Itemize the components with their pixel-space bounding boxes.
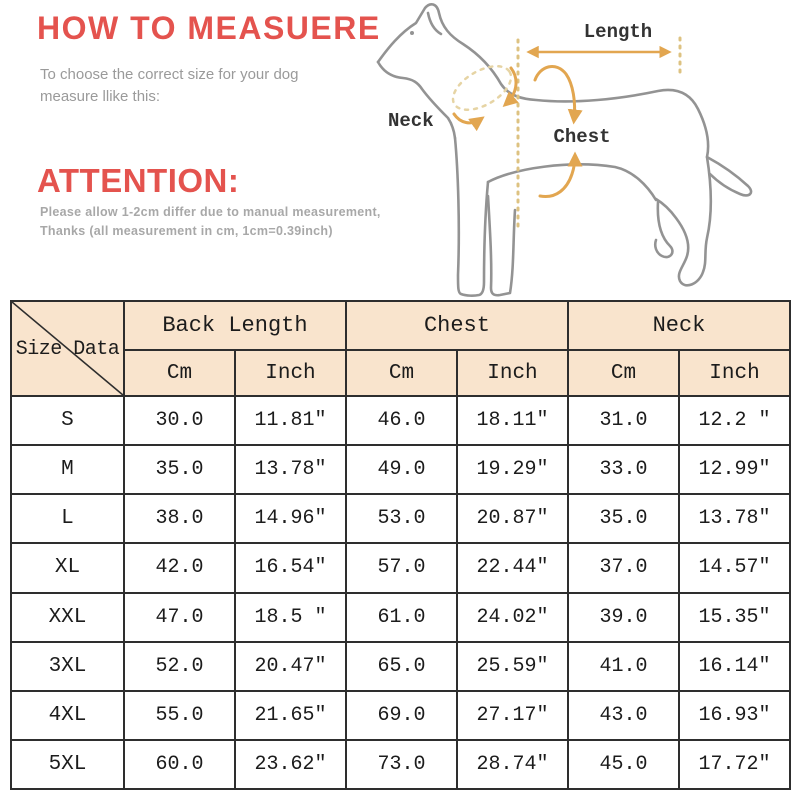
subheader-inch: Inch [235, 350, 346, 396]
value-cell: 57.0 [346, 543, 457, 592]
value-cell: 27.17″ [457, 691, 568, 740]
value-cell: 52.0 [124, 642, 235, 691]
value-cell: 55.0 [124, 691, 235, 740]
value-cell: 60.0 [124, 740, 235, 789]
dog-rear-leg-near [656, 157, 711, 285]
size-label: 5XL [11, 740, 124, 789]
size-label: L [11, 494, 124, 543]
size-label: M [11, 445, 124, 494]
chest-arrow-lower [540, 156, 575, 197]
value-cell: 69.0 [346, 691, 457, 740]
value-cell: 19.29″ [457, 445, 568, 494]
page-title: HOW TO MEASUERE [37, 10, 381, 46]
attention-line-1: Please allow 1-2cm differ due to manual measurement, [40, 205, 381, 219]
value-cell: 31.0 [568, 396, 679, 445]
intro-line-2: measure llike this: [40, 87, 161, 105]
chest-arrow-upper [535, 66, 575, 120]
value-cell: 16.93″ [679, 691, 790, 740]
value-cell: 25.59″ [457, 642, 568, 691]
attention-text [40, 203, 381, 242]
value-cell: 37.0 [568, 543, 679, 592]
value-cell: 35.0 [568, 494, 679, 543]
table-row-xxl [11, 593, 790, 642]
table-row-4xl [11, 691, 790, 740]
dog-head-back-tail [378, 4, 751, 195]
subheader-cm: Cm [124, 350, 235, 396]
intro-line-1: To choose the correct size for your dog [40, 66, 299, 83]
value-cell: 18.5 ″ [235, 593, 346, 642]
value-cell: 30.0 [124, 396, 235, 445]
value-cell: 15.35″ [679, 593, 790, 642]
value-cell: 23.62″ [235, 740, 346, 789]
value-cell: 38.0 [124, 494, 235, 543]
subheader-inch: Inch [679, 350, 790, 396]
value-cell: 17.72″ [679, 740, 790, 789]
value-cell: 16.54″ [235, 543, 346, 592]
neck-dashed-ellipse [446, 57, 518, 118]
chest-label: Chest [553, 126, 611, 148]
value-cell: 21.65″ [235, 691, 346, 740]
table-row-5xl [11, 740, 790, 789]
attention-line-2: Thanks (all measurement in cm, 1cm=0.39inch) [40, 224, 333, 239]
size-label: XL [11, 543, 124, 592]
group-header-row [11, 301, 790, 350]
value-cell: 61.0 [346, 593, 457, 642]
dog-measurement-diagram [370, 0, 800, 300]
neck-arrow-lower [454, 114, 481, 123]
value-cell: 35.0 [124, 445, 235, 494]
table-row-xl [11, 543, 790, 592]
value-cell: 13.78″ [679, 494, 790, 543]
value-cell: 11.81″ [235, 396, 346, 445]
size-label: 4XL [11, 691, 124, 740]
value-cell: 22.44″ [457, 543, 568, 592]
value-cell: 20.87″ [457, 494, 568, 543]
value-cell: 47.0 [124, 593, 235, 642]
value-cell: 16.14″ [679, 642, 790, 691]
corner-header [11, 301, 124, 396]
value-cell: 49.0 [346, 445, 457, 494]
value-cell: 73.0 [346, 740, 457, 789]
corner-label: Size Data [15, 338, 120, 361]
value-cell: 14.96″ [235, 494, 346, 543]
value-cell: 24.02″ [457, 593, 568, 642]
dog-front-leg-far [488, 196, 515, 295]
size-chart-table [10, 300, 791, 790]
size-label: XXL [11, 593, 124, 642]
dog-outline [378, 4, 751, 295]
attention-heading: ATTENTION: [37, 162, 240, 199]
subheader-cm: Cm [568, 350, 679, 396]
neck-label: Neck [388, 110, 434, 132]
value-cell: 39.0 [568, 593, 679, 642]
value-cell: 28.74″ [457, 740, 568, 789]
value-cell: 20.47″ [235, 642, 346, 691]
value-cell: 18.11″ [457, 396, 568, 445]
table-row-m [11, 445, 790, 494]
value-cell: 45.0 [568, 740, 679, 789]
size-label: 3XL [11, 642, 124, 691]
dog-front-leg-near [455, 138, 488, 296]
subheader-cm: Cm [346, 350, 457, 396]
value-cell: 14.57″ [679, 543, 790, 592]
value-cell: 42.0 [124, 543, 235, 592]
table-row-3xl [11, 642, 790, 691]
intro-text [40, 64, 298, 108]
value-cell: 33.0 [568, 445, 679, 494]
dog-eye-dot [410, 31, 414, 35]
value-cell: 46.0 [346, 396, 457, 445]
group-header-neck: Neck [568, 301, 790, 350]
subheader-inch: Inch [457, 350, 568, 396]
value-cell: 65.0 [346, 642, 457, 691]
value-cell: 12.99″ [679, 445, 790, 494]
value-cell: 43.0 [568, 691, 679, 740]
value-cell: 41.0 [568, 642, 679, 691]
length-label: Length [583, 21, 653, 43]
group-header-chest: Chest [346, 301, 568, 350]
group-header-back-length: Back Length [124, 301, 346, 350]
value-cell: 53.0 [346, 494, 457, 543]
table-row-s [11, 396, 790, 445]
subheader-row [11, 350, 790, 396]
value-cell: 13.78″ [235, 445, 346, 494]
size-label: S [11, 396, 124, 445]
value-cell: 12.2 ″ [679, 396, 790, 445]
table-row-l [11, 494, 790, 543]
